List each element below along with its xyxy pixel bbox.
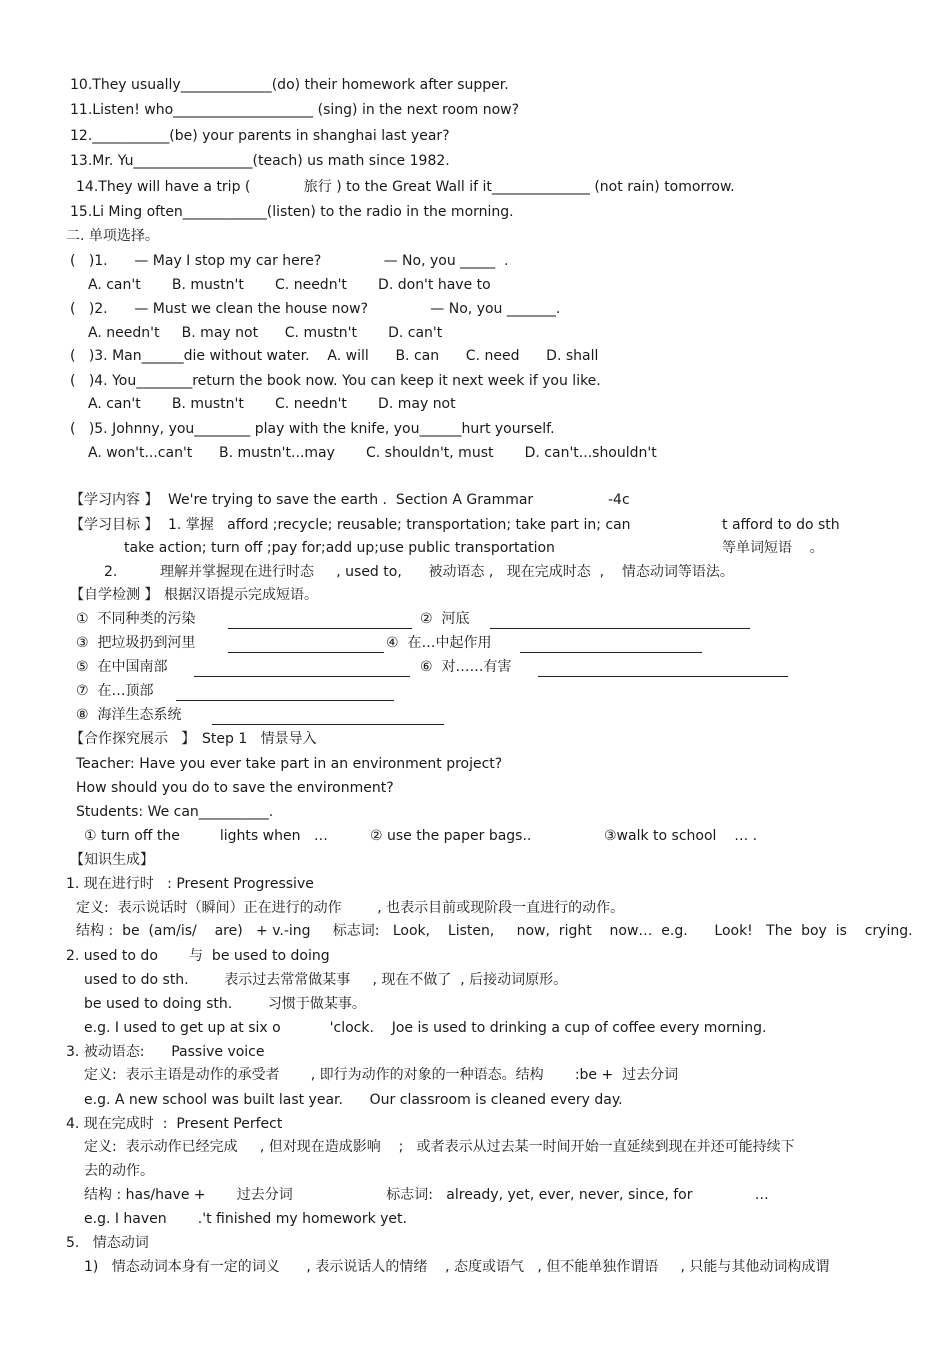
phrase-text: 河底	[441, 611, 470, 627]
mc-question: ( )5. Johnny, you________ play with the knife, you______hurt yourself.	[70, 421, 555, 437]
k4-example: e.g. I haven .'t finished my homework yet.	[84, 1211, 407, 1227]
phrase-num: ③	[76, 635, 89, 651]
phrase-item	[76, 610, 195, 628]
k4-definition-cont: 去的动作。	[84, 1163, 154, 1179]
mc-question: ( )1. — May I stop my car here? — No, you _____ .	[70, 253, 509, 269]
students-line: Students: We can__________.	[76, 804, 274, 820]
phrase-item	[76, 658, 167, 676]
fill-in-item: 14.They will have a trip ( 旅行 ) to the Great Wall if it______________ (not rain) tomorrow.	[76, 179, 735, 195]
k4-title: 4. 现在完成时 : Present Perfect	[66, 1116, 283, 1132]
k1-definition: 定义: 表示说话时（瞬间）正在进行的动作 , 也表示目前或现阶段一直进行的动作。	[76, 900, 625, 916]
k2-line: used to do sth. 表示过去常常做某事 , 现在不做了 , 后接动词原形。	[84, 972, 568, 988]
mc-options: A. won't...can't B. mustn't...may C. shouldn't, must D. can't...shouldn't	[88, 445, 657, 461]
example-item: ② use the paper bags..	[370, 828, 532, 844]
phrase-num: ④	[386, 635, 399, 651]
knowledge-label: 【知识生成】	[70, 852, 154, 868]
answer-blank[interactable]	[520, 652, 702, 653]
study-goal-label: 【学习目标 】	[70, 517, 159, 533]
study-goal-2-num: 2.	[104, 564, 118, 580]
k3-definition: 定义: 表示主语是动作的承受者 , 即行为动作的对象的一种语态。结构 :be + 过去分词	[84, 1067, 679, 1083]
phrase-num: ⑤	[76, 659, 89, 675]
teacher-line: Teacher: Have you ever take part in an environment project?	[76, 756, 503, 772]
mc-options: A. needn't B. may not C. mustn't D. can't	[88, 325, 443, 341]
phrase-item	[76, 706, 181, 724]
phrase-text: 在…顶部	[97, 683, 154, 699]
phrase-text: 对……有害	[441, 659, 512, 675]
phrase-num: ⑧	[76, 707, 89, 723]
k3-title: 3. 被动语态: Passive voice	[66, 1044, 265, 1060]
study-goal-2: 理解并掌握现在进行时态 , used to, 被动语态 , 现在完成时态 , 情态动词等语法。	[160, 564, 734, 580]
k2-line: be used to doing sth. 习惯于做某事。	[84, 996, 366, 1012]
teacher-line: How should you do to save the environment?	[76, 780, 394, 796]
answer-blank[interactable]	[490, 628, 750, 629]
k2-title: 2. used to do 与 be used to doing	[66, 948, 330, 964]
example-item: ① turn off the lights when …	[84, 828, 328, 844]
k4-definition: 定义: 表示动作已经完成 , 但对现在造成影响 ; 或者表示从过去某一时间开始一直延续到现在并还可能持续下	[84, 1139, 795, 1155]
phrase-item	[76, 634, 195, 652]
self-check-text: 根据汉语提示完成短语。	[164, 587, 318, 603]
fill-in-item: 10.They usually_____________(do) their homework after supper.	[70, 77, 509, 93]
study-goal-1: 1. 掌握 afford ;recycle; reusable; transportation; take part in; can	[168, 517, 631, 533]
answer-blank[interactable]	[538, 676, 788, 677]
answer-blank[interactable]	[228, 628, 412, 629]
mc-question: ( )2. — Must we clean the house now? — No, you _______.	[70, 301, 561, 317]
phrase-num: ①	[76, 611, 89, 627]
study-content-text: We're trying to save the earth . Section A Grammar	[168, 492, 534, 508]
phrase-num: ⑥	[420, 659, 433, 675]
study-content-tail: -4c	[608, 492, 630, 508]
study-goal-1-tail: t afford to do sth	[722, 517, 840, 533]
phrase-item	[420, 610, 469, 628]
mc-options: A. can't B. mustn't C. needn't D. may not	[88, 396, 456, 412]
explore-label: 【合作探究展示 】	[70, 731, 196, 747]
fill-in-item: 15.Li Ming often____________(listen) to the radio in the morning.	[70, 204, 514, 220]
k1-structure: 结构 : be (am/is/ are) + v.-ing 标志词: Look, Listen, now, right now… e.g. Look! The boy is crying.	[76, 923, 913, 939]
study-goal-1b: take action; turn off ;pay for;add up;use public transportation	[124, 540, 555, 556]
fill-in-item: 13.Mr. Yu_________________(teach) us math since 1982.	[70, 153, 450, 169]
phrase-num: ②	[420, 611, 433, 627]
mc-question: ( )4. You________return the book now. You can keep it next week if you like.	[70, 373, 601, 389]
study-goal-1b-tail: 等单词短语 。	[722, 540, 824, 556]
k5-line: 1) 情态动词本身有一定的词义 , 表示说话人的情绪 , 态度或语气 , 但不能单独作谓语 , 只能与其他动词构成谓	[84, 1259, 830, 1275]
explore-step: Step 1 情景导入	[202, 731, 317, 747]
phrase-item	[76, 682, 153, 700]
answer-blank[interactable]	[212, 724, 444, 725]
answer-blank[interactable]	[228, 652, 384, 653]
phrase-text: 把垃圾扔到河里	[97, 635, 196, 651]
k2-example: e.g. I used to get up at six o 'clock. Joe is used to drinking a cup of coffee every morning.	[84, 1020, 767, 1036]
k4-structure: 结构 : has/have + 过去分词 标志词: already, yet, ever, never, since, for …	[84, 1187, 769, 1203]
phrase-item	[420, 658, 511, 676]
mc-question: ( )3. Man______die without water. A. will B. can C. need D. shall	[70, 348, 599, 364]
fill-in-item: 11.Listen! who____________________ (sing) in the next room now?	[70, 102, 520, 118]
k5-title: 5. 情态动词	[66, 1235, 149, 1251]
phrase-text: 在…中起作用	[407, 635, 492, 651]
phrase-item	[386, 634, 491, 652]
fill-in-item: 12.___________(be) your parents in shanghai last year?	[70, 128, 450, 144]
study-content-label: 【学习内容 】	[70, 492, 159, 508]
phrase-text: 海洋生态系统	[97, 707, 182, 723]
mc-options: A. can't B. mustn't C. needn't D. don't have to	[88, 277, 491, 293]
section-title: 二. 单项选择。	[66, 228, 159, 244]
answer-blank[interactable]	[194, 676, 410, 677]
k1-title: 1. 现在进行时 : Present Progressive	[66, 876, 314, 892]
phrase-num: ⑦	[76, 683, 89, 699]
self-check-label: 【自学检测 】	[70, 587, 159, 603]
k3-example: e.g. A new school was built last year. Our classroom is cleaned every day.	[84, 1092, 623, 1108]
answer-blank[interactable]	[176, 700, 394, 701]
example-item: ③walk to school … .	[604, 828, 758, 844]
phrase-text: 在中国南部	[97, 659, 168, 675]
phrase-text: 不同种类的污染	[97, 611, 196, 627]
